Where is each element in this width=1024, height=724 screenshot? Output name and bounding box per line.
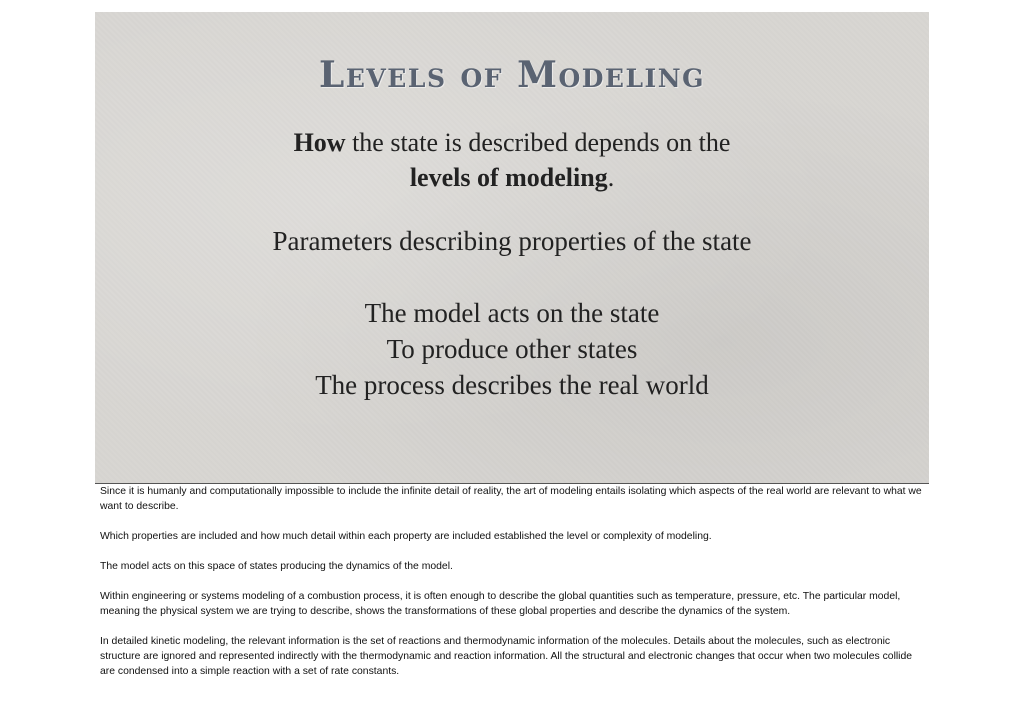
slide-line-how-rest: the state is described depends on the <box>345 128 731 157</box>
slide-line-real-world: The process describes the real world <box>315 370 709 400</box>
slide-line-model-acts: The model acts on the state <box>364 298 660 328</box>
notes-paragraph: Within engineering or systems modeling of a combustion process, it is often enough to describe the global quantities such as temperature, pressure, etc. The particular model, meaning the physical system we are trying to describe, shows the transformations of these global properties and describe the dynamics of the system. <box>100 591 901 617</box>
slide-line-parameters: Parameters describing properties of the state <box>272 226 752 256</box>
speaker-notes <box>100 484 926 694</box>
slide-line-produce-states: To produce other states <box>386 334 638 364</box>
notes-paragraph: The model acts on this space of states producing the dynamics of the model. <box>100 561 453 572</box>
slide-panel <box>95 12 929 483</box>
slide-line-levels-bold: levels of modeling <box>409 163 608 192</box>
slide-line-levels-rest: . <box>607 163 615 192</box>
slide-title: Levels of Modeling <box>319 54 705 96</box>
slide-line-levels <box>95 163 929 193</box>
slide-line-how <box>95 128 929 158</box>
slide-line-how-bold: How <box>293 128 346 157</box>
notes-paragraph: In detailed kinetic modeling, the relevant information is the set of reactions and thermodynamic information of the molecules. Details about the molecules, such as electronic structure are ignored and represented indirectly with the thermodynamic and reaction information. All the structural and electronic changes that occur when two molecules collide are condensed into a simple reaction with a set of rate constants. <box>100 636 913 677</box>
notes-paragraph: Since it is humanly and computationally impossible to include the infinite detail of reality, the art of modeling entails isolating which aspects of the real world are relevant to what we want to describe. <box>100 486 922 512</box>
notes-paragraph: Which properties are included and how much detail within each property are included established the level or complexity of modeling. <box>100 531 712 542</box>
